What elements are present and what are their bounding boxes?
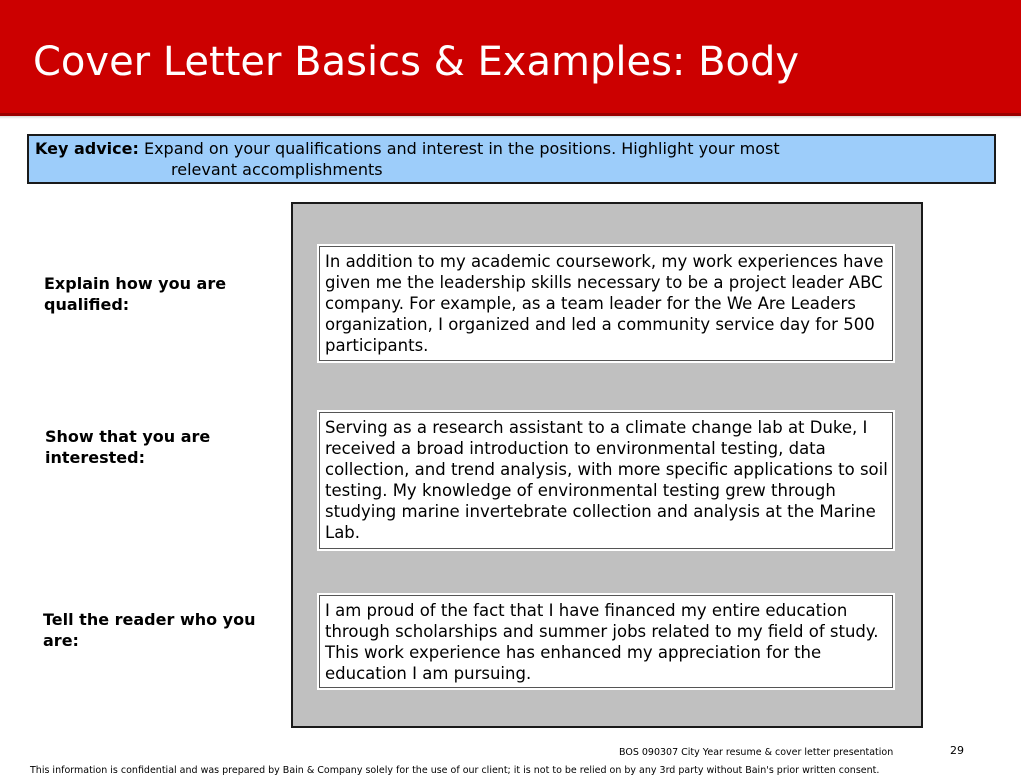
key-advice-label: Key advice:: [35, 139, 139, 158]
section-label-who-you-are: Tell the reader who you are:: [43, 610, 256, 650]
slide-title: Cover Letter Basics & Examples: Body: [33, 39, 800, 85]
example-text-interested: Serving as a research assistant to a climate change lab at Duke, I received a broad introduction to environmental testing, data collection, and trend analysis, with more specific applications to soil testing. My knowledge of environmental testing grew through studying marine invertebrate collection and analysis at the Marine Lab.: [319, 412, 893, 549]
title-bar-shadow: [0, 116, 1021, 119]
key-advice-text-line1: Expand on your qualifications and interest in the positions. Highlight your most: [138, 139, 780, 158]
example-text-who-you-are: I am proud of the fact that I have financed my entire education through scholarships and summer jobs related to my field of study. This work experience has enhanced my appreciation for the education I am pursuing.: [319, 595, 893, 688]
page-number: 29: [950, 744, 964, 757]
key-advice-box: [27, 134, 996, 184]
footer-source: BOS 090307 City Year resume & cover letter presentation: [619, 747, 894, 758]
key-advice-text-line2: relevant accomplishments: [171, 160, 383, 179]
section-label-interested: Show that you are interested:: [45, 427, 211, 467]
footer-confidentiality: This information is confidential and was prepared by Bain & Company solely for the use of our client; it is not to be relied on by any 3rd party without Bain's prior written consent.: [30, 765, 880, 776]
example-text-qualified: In addition to my academic coursework, my work experiences have given me the leadership skills necessary to be a project leader ABC company. For example, as a team leader for the We Are Leaders organization, I organized and led a community service day for 500 participants.: [319, 246, 893, 361]
section-label-qualified: Explain how you are qualified:: [44, 274, 227, 314]
